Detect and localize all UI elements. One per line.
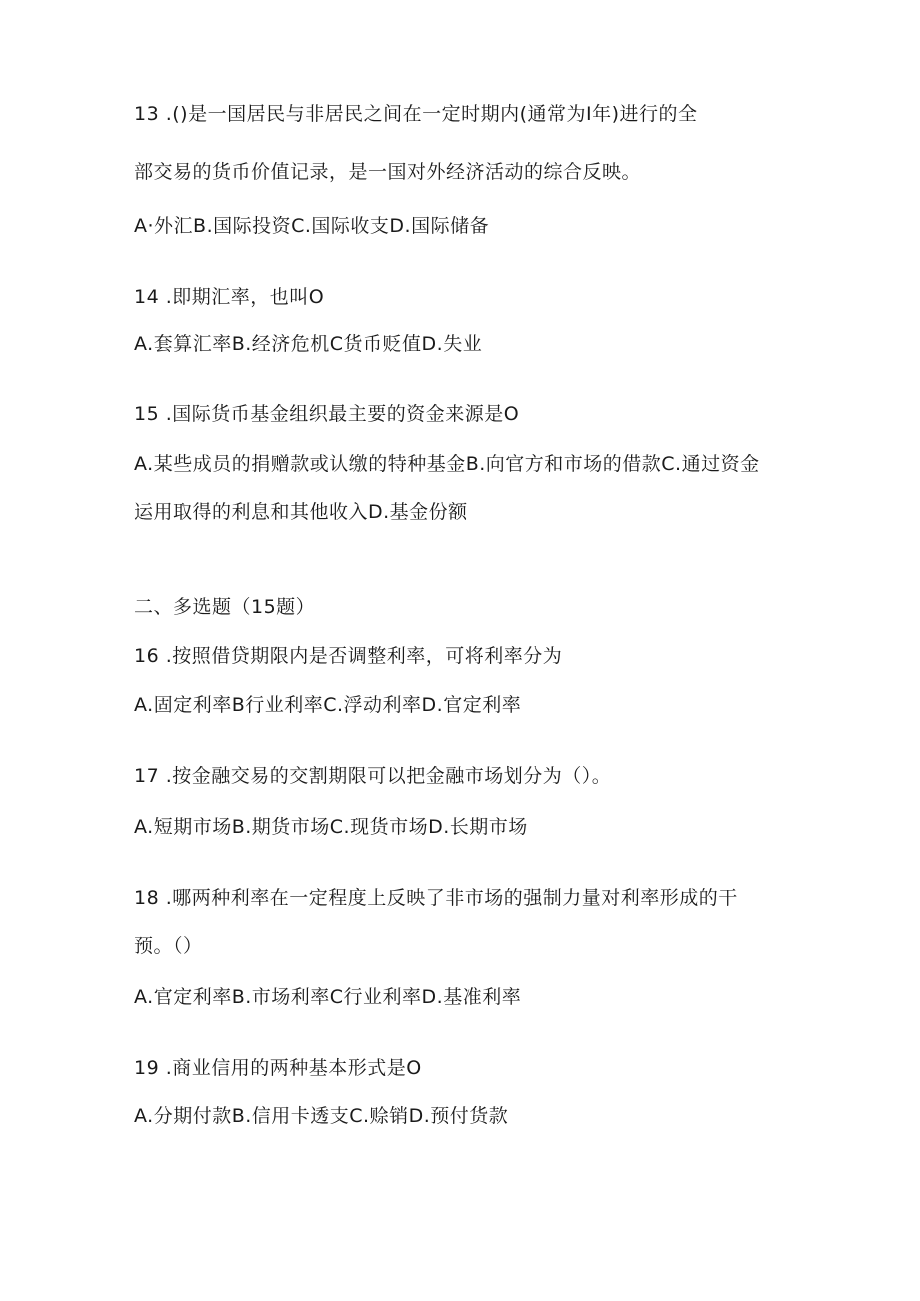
question-18-options: A.官定利率B.市场利率C行业利率D.基准利率 bbox=[134, 986, 522, 1008]
question-16-stem: 16 .按照借贷期限内是否调整利率，可将利率分为 bbox=[134, 645, 563, 667]
question-14-stem: 14 .即期汇率，也叫O bbox=[134, 286, 325, 308]
question-16-options: A.固定利率B行业利率C.浮动利率D.官定利率 bbox=[134, 694, 522, 716]
question-17-stem: 17 .按金融交易的交割期限可以把金融市场划分为（）。 bbox=[134, 765, 612, 787]
question-19-stem: 19 .商业信用的两种基本形式是O bbox=[134, 1057, 422, 1079]
question-13-stem-line1: 13 .()是一国居民与非居民之间在一定时期内(通常为I年)进行的全 bbox=[134, 103, 698, 125]
question-15-options-line1: A.某些成员的捐赠款或认缴的特种基金B.向官方和市场的借款C.通过资金 bbox=[134, 453, 760, 475]
question-17-options: A.短期市场B.期货市场C.现货市场D.长期市场 bbox=[134, 816, 528, 838]
question-18-stem-line1: 18 .哪两种利率在一定程度上反映了非市场的强制力量对利率形成的干 bbox=[134, 887, 738, 909]
question-14-options: A.套算汇率B.经济危机C货币贬值D.失业 bbox=[134, 333, 483, 355]
question-15-options-line2: 运用取得的利息和其他收入D.基金份额 bbox=[134, 501, 468, 523]
question-18-stem-line2: 预。（） bbox=[134, 935, 203, 957]
question-13-stem-line2: 部交易的货币价值记录，是一国对外经济活动的综合反映。 bbox=[134, 161, 642, 183]
question-13-options: A·外汇B.国际投资C.国际收支D.国际储备 bbox=[134, 215, 490, 237]
question-19-options: A.分期付款B.信用卡透支C.赊销D.预付货款 bbox=[134, 1105, 509, 1127]
question-15-stem: 15 .国际货币基金组织最主要的资金来源是O bbox=[134, 403, 520, 425]
section-heading: 二、多选题（15题） bbox=[134, 596, 316, 618]
